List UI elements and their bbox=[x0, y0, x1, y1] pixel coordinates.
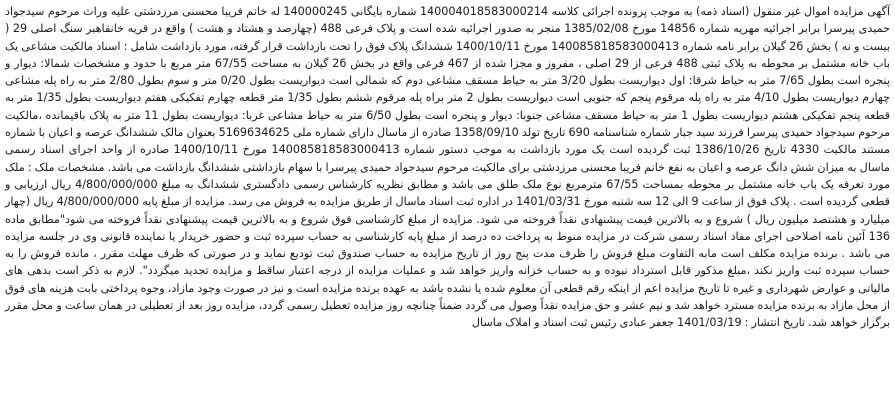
notice-body-text: آگهی مزایده اموال غیر منقول (اسناد ذمه) به موجب پرونده اجرائی کلاسه 140004018583000214 شماره بایگانی 140000245 له خانم فریبا محسنی مرزدشتی علیه وراث مرحوم سیدجواد حمیدی پیرسرا برابر اجرائیه مهریه شماره 14856 مورخ 1385/02/08 منجر به صدور اجرائیه شده است و پلاک فرعی 488 (چهارصد و هشتاد و هشت ) واقع در قریه خانقاهبر سنگ اصلی 29 ( بیست و نه ) بخش 26 گیلان برابر نامه شماره 140085818583000413 مورخ 1400/10/11 ششدانگ پلاک فوق را تحت بازداشت قرار گرفته، مورد بازداشت شامل : اسناد مالکیت مشاعی یک باب خانه مشتمل بر محوطه به پلاک ثبتی 488 فرعی از 29 اصلی ، مفروز و مجزا شده از 467 فرعی واقع در بخش 26 گیلان به مساحت 67/55 متر مربع با حدود و مشخصات شمالا: دیوار و پنجره است بطول 7/65 متر به حیاط شرقا: اول دیواریست بطول 3/20 متر به حیاط مسقف مشاعی دوم که شمالی است دیواریست بطول 0/20 متر و سوم بطول 2/80 متر به راه پله مشاعی چهارم دیواریست بطول 4/10 متر به راه پله مرقوم پنجم که جنوبی است دیواریست بطول 2 متر براه پله مرقوم ششم بطول 1/35 متر قطعه چهارم تفکیکی هفتم دیواریست بطول 1/35 متر به قطعه پنجم تفکیکی هشتم دیواریست بطول 1 متر به حیاط مسقف مشاعی جنوبا: دیوار و پنجره است بطول 6/50 متر به حیاط مشاعی غربا: دیواریست بطول 11 متر به پلاک باقیمانده ،مالکیت مرحوم سیدجواد حمیدی پیرسرا فرزند سید جبار شماره شناسنامه 690 تاریخ تولد 1358/09/10 صادره از ماسال دارای شماره ملی 5169634625 بعنوان مالک ششدانگ عرصه و اعیان با شماره مستند مالکیت 4330 تاریخ 1386/10/26 ثبت گردیده است یک مورد بازداشت به موجب دستور شماره 140085818583000413 مورخ 1400/10/11 صادره از واحد اجرای اسناد رسمی ماسال به میزان شش دانگ عرصه و اعیان به نفع خانم فریبا محسنی مرزدشتی برای مالکیت مرحوم سیدجواد حمیدی پیرسرا با سهام بازداشتی ششدانگ بازداشت می باشد. مشخصات ملک : ملک مورد تعرفه یک باب خانه مشتمل بر محوطه بمساحت 67/55 مترمربع نوع ملک طلق می باشد و مطابق نظریه کارشناس رسمی دادگستری ششدانگ به مبلغ 4/800/000/000 ریال ارزیابی و قطعی گردیده است . پلاک فوق از ساعت 9 الی 12 سه شنبه مورخ 1401/03/31 در اداره ثبت اسناد ماسال از طریق مزایده به فروش می رسد. مزایده از مبلغ پایه 4/800/000/000 ریال (چهار میلیارد و هشتصد میلیون ریال ) شروع و به بالاترین قیمت پیشنهادی نقداً فروخته می شود. مزایده از مبلغ کارشناسی فوق شروع و به بالاترین قیمت پیشنهادی نقداً فروخته می شود"مطابق ماده 136 آئین نامه اصلاحی اجرای مفاد اسناد رسمی شرکت در مزایده منوط به پرداخت ده درصد از مبلغ پایه کارشناسی به حساب سپرده ثبت و حضور خریدار یا نماینده قانونی وی در جلسه مزایده می باشد . برنده مزایده مکلف است مابه التفاوت مبلغ فروش را ظرف مدت پنج روز از تاریخ مزایده به حساب صندوق ثبت تودیع نماید و در صورتی که ظرف مهلت مقرر ، مانده فروش را به حساب سپرده ثبت واریز نکند ،مبلغ مذکور قابل استرداد نبوده و به حساب خزانه واریز خواهد شد و عملیات مزایده از درجه اعتبار ساقط و مزایده تجدید میگردد". لازم به ذکر است بدهی های مالیاتی و عوارض شهرداری و غیره تا تاریخ مزایده اعم از اینکه رقم قطعی آن معلوم شده یا نشده باشد به عهده برنده مزایده است و نیز در صورت وجود مازاد، وجوه پرداختی بابت هزینه های فوق از محل مازاد به برنده مزایده مسترد خواهد شد و نیم عشر و حق مزایده نقداً وصول می گردد ضمناً چنانچه روز مزایده تعطیل رسمی گردد، مزایده روز بعد از تعطیلی در همان ساعت و محل مقرر برگزار خواهد شد. تاریخ انتشار : 1401/03/19 جعفر عبادی رئیس ثبت اسناد و املاک ماسال bbox=[5, 5, 891, 330]
